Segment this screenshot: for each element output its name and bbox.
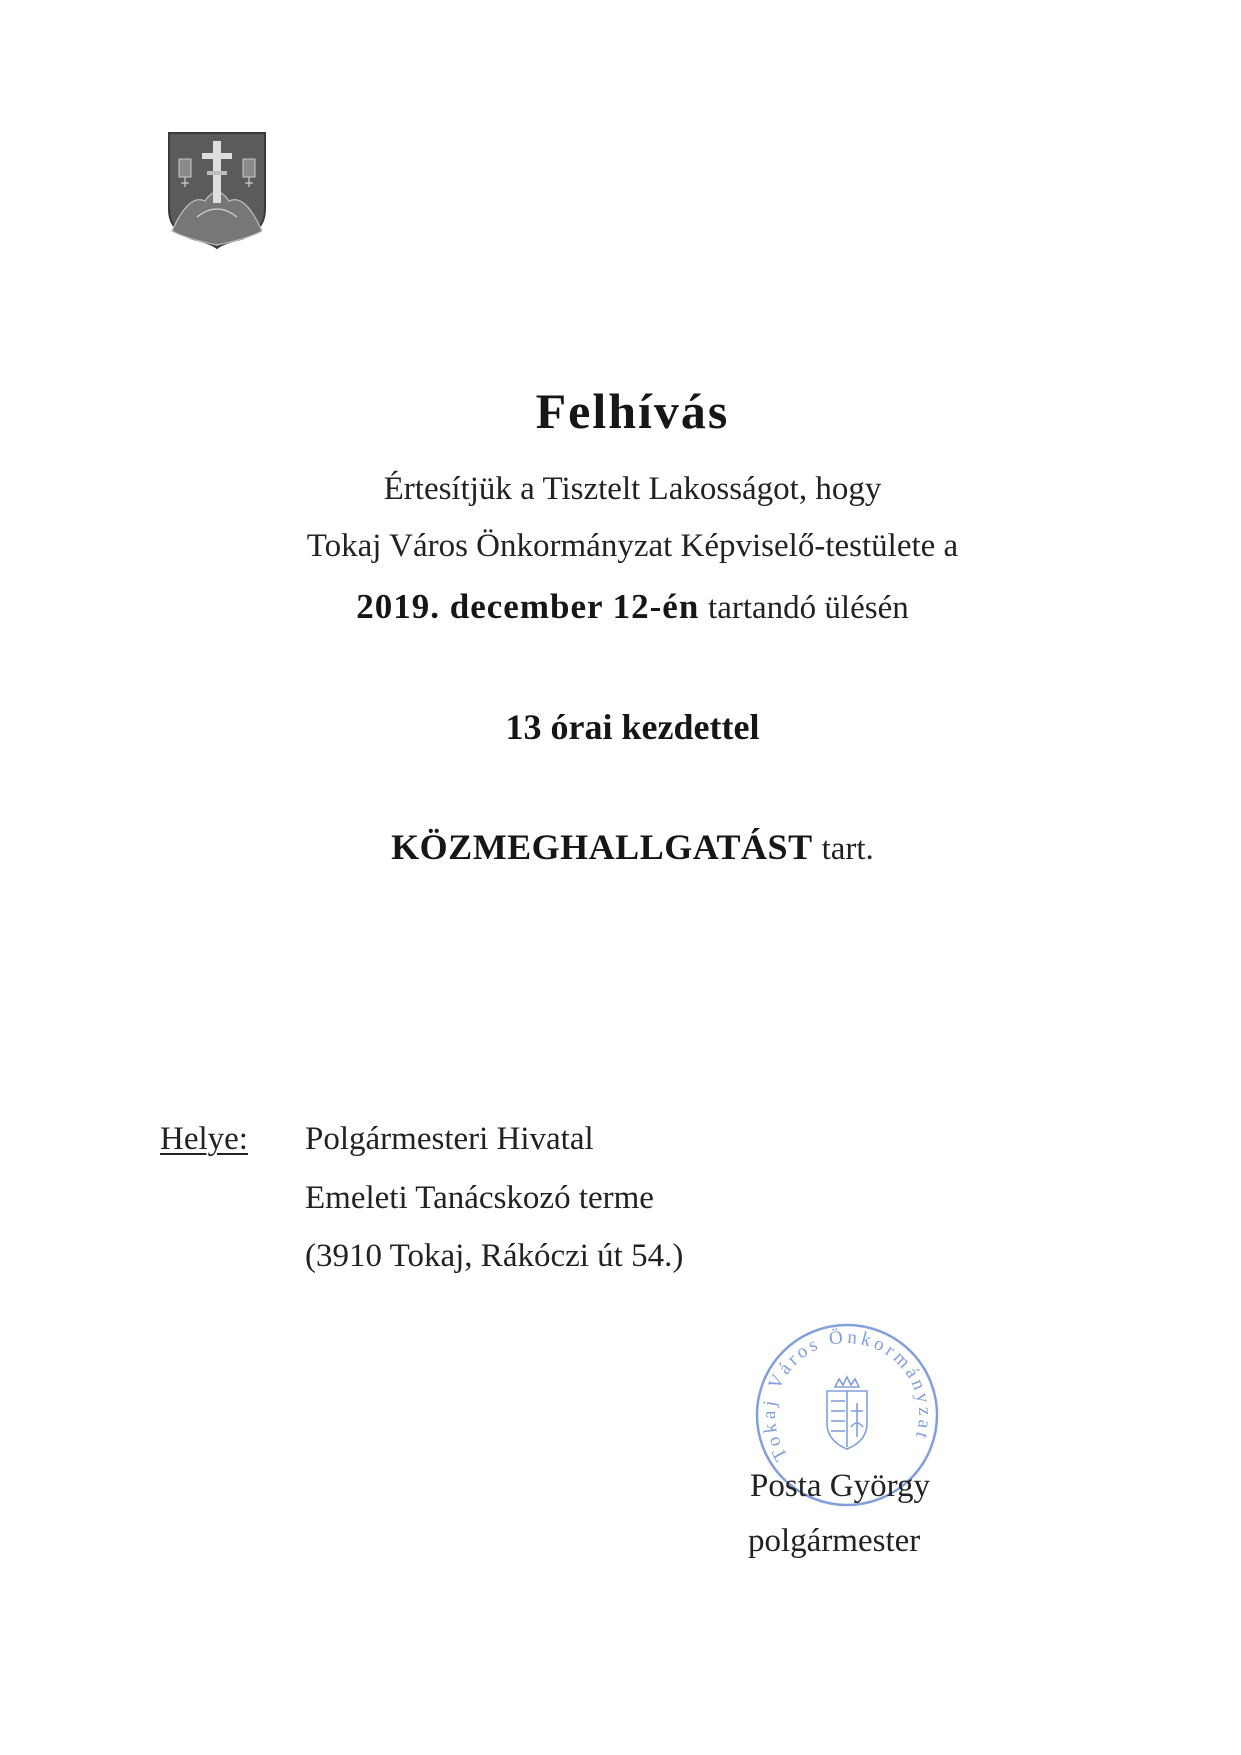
meeting-date-suffix: tartandó ülésén bbox=[708, 590, 909, 626]
coat-of-arms-icon bbox=[167, 131, 267, 249]
signatory-name: Posta György bbox=[750, 1468, 930, 1504]
location-line-3: (3910 Tokaj, Rákóczi út 54.) bbox=[305, 1238, 684, 1274]
event-name: KÖZMEGHALLGATÁST bbox=[391, 827, 813, 867]
signatory-role: polgármester bbox=[748, 1523, 921, 1559]
document-title: Felhívás bbox=[535, 383, 730, 439]
location-line-2: Emeleti Tanácskozó terme bbox=[305, 1180, 654, 1216]
meeting-date-line bbox=[24, 589, 1241, 626]
intro-line-2: Tokaj Város Önkormányzat Képviselő-testülete a bbox=[306, 528, 959, 564]
event-line bbox=[24, 829, 1241, 867]
meeting-date: 2019. december 12-én bbox=[356, 587, 700, 626]
location-label: Helye: bbox=[160, 1121, 248, 1157]
event-suffix: tart. bbox=[821, 831, 874, 867]
meeting-time: 13 órai kezdettel bbox=[505, 707, 760, 747]
location-line-1: Polgármesteri Hivatal bbox=[305, 1121, 594, 1157]
intro-line-1: Értesítjük a Tisztelt Lakosságot, hogy bbox=[383, 471, 882, 507]
stamp-text: Tokaj Város Önkormányzat bbox=[758, 1326, 936, 1465]
